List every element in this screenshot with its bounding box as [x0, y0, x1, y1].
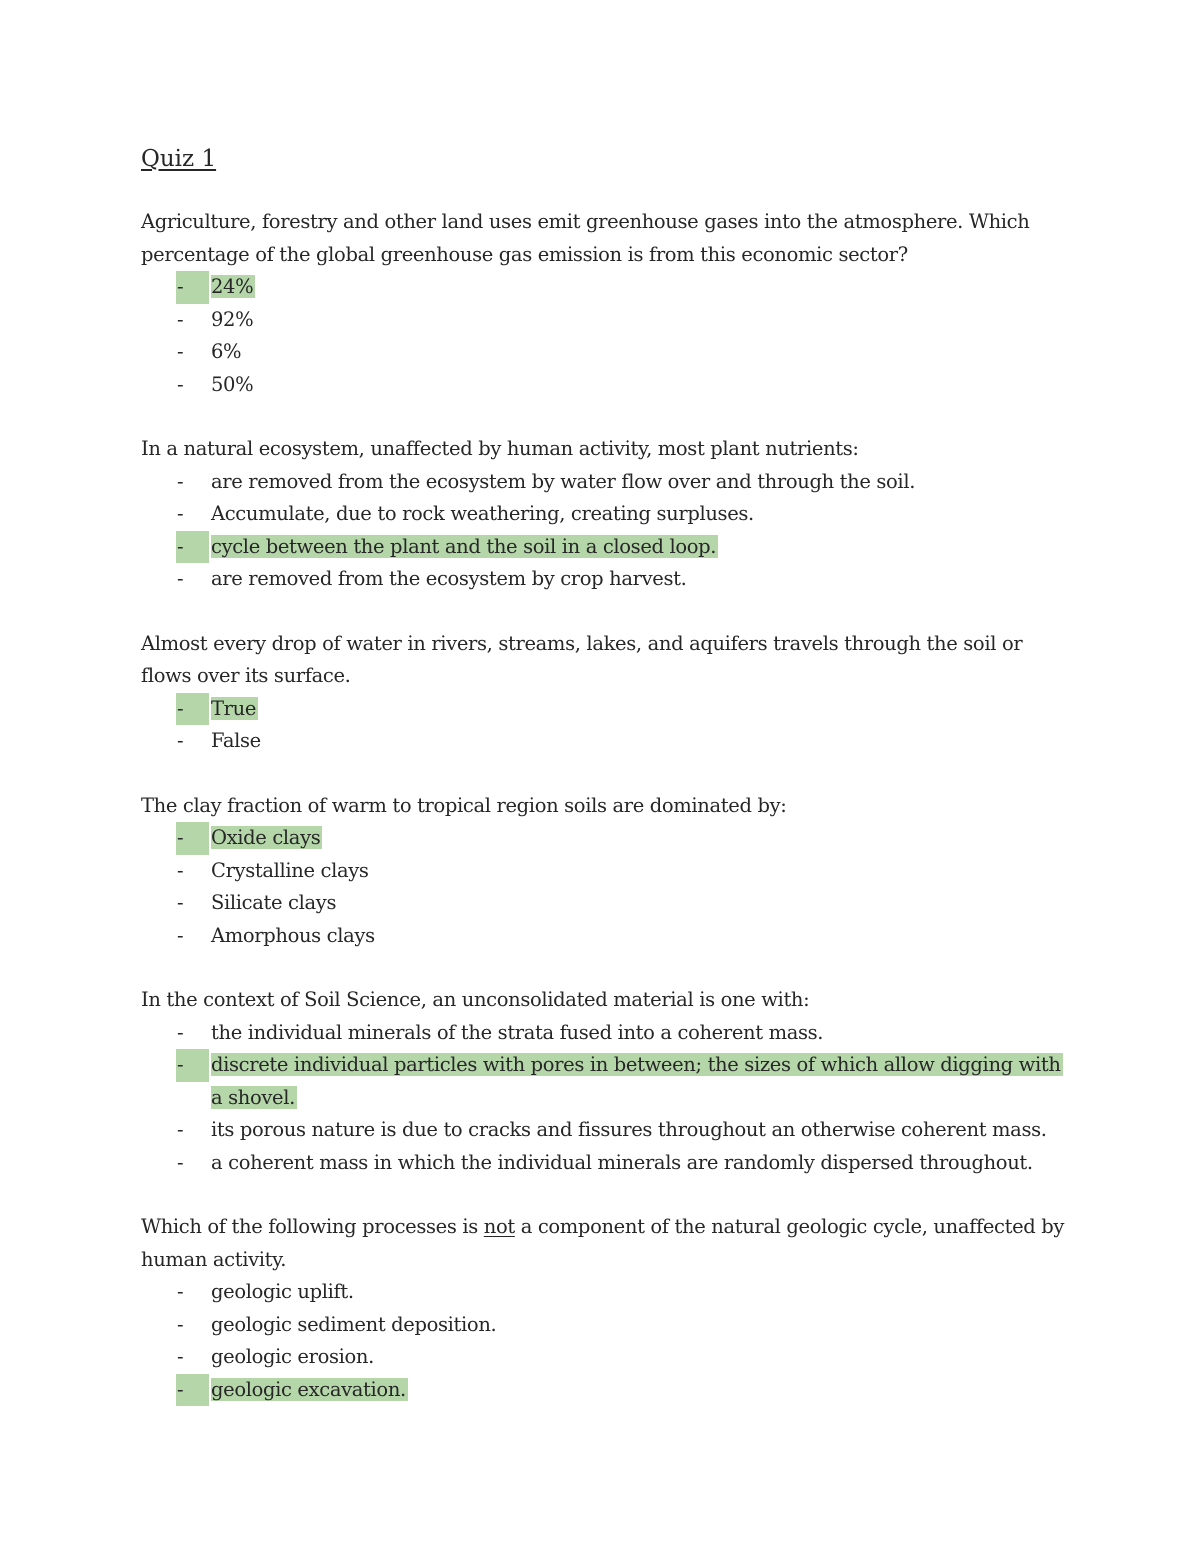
- answer-option: [141, 887, 1071, 920]
- option-dash-marker: -: [177, 729, 184, 752]
- answer-option: [141, 1341, 1071, 1374]
- option-dash-marker: -: [176, 1374, 209, 1407]
- answer-option-correct: [141, 1374, 1071, 1407]
- option-text: geologic uplift.: [211, 1280, 354, 1303]
- option-text: Amorphous clays: [211, 923, 375, 947]
- answer-options: [141, 693, 1071, 758]
- question-text-part: Which of the following processes is: [141, 1215, 484, 1238]
- option-text: geologic sediment deposition.: [211, 1312, 497, 1336]
- question-text-emphasis: not: [483, 1215, 515, 1238]
- option-dash-marker: -: [177, 340, 184, 363]
- answer-option: [141, 725, 1071, 758]
- option-dash-marker: -: [177, 858, 184, 882]
- answer-option: [141, 336, 1071, 369]
- option-text: Silicate clays: [211, 891, 337, 914]
- answer-options: [141, 1276, 1071, 1406]
- answer-options: [141, 822, 1071, 952]
- answer-option: [141, 498, 1071, 531]
- question-text: In a natural ecosystem, unaffected by human activity, most plant nutrients:: [141, 437, 859, 460]
- option-dash-marker: -: [177, 1150, 184, 1174]
- option-text: geologic erosion.: [211, 1345, 374, 1368]
- option-text: 6%: [211, 340, 242, 363]
- option-text: 24%: [211, 275, 254, 298]
- quiz-document: [141, 142, 1071, 1438]
- question-text: Agriculture, forestry and other land uses emit greenhouse gases into the atmosphere. Which percentage of the global greenhouse gas emission is from this economic sector?: [141, 210, 1030, 266]
- option-dash-marker: -: [177, 1345, 184, 1368]
- question-block: [141, 433, 1071, 596]
- question-block: [141, 790, 1071, 953]
- answer-option-correct: [141, 822, 1071, 855]
- question-text: [141, 1211, 1071, 1276]
- option-text: are removed from the ecosystem by crop harvest.: [211, 567, 687, 590]
- option-dash-marker: -: [177, 1280, 184, 1303]
- option-text: False: [211, 729, 261, 752]
- option-text: True: [211, 696, 257, 720]
- answer-option: [141, 1147, 1071, 1180]
- answer-option: [141, 920, 1071, 953]
- answer-option-correct: [141, 693, 1071, 726]
- answer-option: [141, 855, 1071, 888]
- option-dash-marker: -: [176, 531, 209, 564]
- answer-option: [141, 1114, 1071, 1147]
- answer-option: [141, 563, 1071, 596]
- option-text: 92%: [211, 307, 254, 331]
- option-text: its porous nature is due to cracks and fissures throughout an otherwise coherent mass.: [211, 1118, 1047, 1141]
- answer-option-correct: [141, 531, 1071, 564]
- question-list: [141, 206, 1071, 1406]
- option-dash-marker: -: [176, 271, 209, 304]
- option-dash-marker: -: [177, 502, 184, 525]
- option-text: the individual minerals of the strata fused into a coherent mass.: [211, 1020, 824, 1044]
- answer-options: [141, 1017, 1071, 1180]
- answer-options: [141, 271, 1071, 401]
- option-dash-marker: -: [177, 1020, 184, 1044]
- answer-option: [141, 304, 1071, 337]
- answer-option: [141, 369, 1071, 402]
- option-text: discrete individual particles with pores in between; the sizes of which allow digging with a shovel.: [211, 1053, 1061, 1109]
- option-dash-marker: -: [177, 1118, 184, 1141]
- quiz-title: Quiz 1: [141, 146, 217, 172]
- question-text: In the context of Soil Science, an unconsolidated material is one with:: [141, 988, 810, 1011]
- option-dash-marker: -: [177, 469, 184, 493]
- option-dash-marker: -: [177, 891, 184, 914]
- option-text: Accumulate, due to rock weathering, creating surpluses.: [211, 502, 754, 525]
- option-dash-marker: -: [177, 923, 184, 947]
- answer-option-correct: [141, 1049, 1071, 1114]
- option-text: geologic excavation.: [211, 1377, 406, 1401]
- option-dash-marker: -: [176, 822, 209, 855]
- option-dash-marker: -: [177, 567, 184, 590]
- option-text: 50%: [211, 372, 254, 396]
- answer-option: [141, 1276, 1071, 1309]
- option-dash-marker: -: [177, 307, 184, 331]
- answer-option: [141, 466, 1071, 499]
- answer-option-correct: [141, 271, 1071, 304]
- option-dash-marker: -: [177, 1312, 184, 1336]
- option-dash-marker: -: [176, 693, 209, 726]
- answer-option: [141, 1309, 1071, 1342]
- option-dash-marker: -: [177, 372, 184, 396]
- answer-option: [141, 1017, 1071, 1050]
- question-block: [141, 984, 1071, 1179]
- answer-options: [141, 466, 1071, 596]
- option-dash-marker: -: [176, 1049, 209, 1082]
- question-block: [141, 1211, 1071, 1406]
- question-block: [141, 206, 1071, 401]
- question-block: [141, 628, 1071, 758]
- question-text-part: a component of the natural geologic cycle, unaffected by human activity.: [141, 1215, 1065, 1271]
- option-text: cycle between the plant and the soil in a closed loop.: [211, 534, 717, 558]
- option-text: Oxide clays: [211, 826, 321, 849]
- question-text: The clay fraction of warm to tropical region soils are dominated by:: [141, 793, 787, 817]
- option-text: a coherent mass in which the individual minerals are randomly dispersed throughout.: [211, 1150, 1033, 1174]
- option-text: Crystalline clays: [211, 858, 369, 882]
- question-text: Almost every drop of water in rivers, streams, lakes, and aquifers travels through the soil or flows over its surface.: [141, 631, 1023, 687]
- option-text: are removed from the ecosystem by water flow over and through the soil.: [211, 469, 916, 493]
